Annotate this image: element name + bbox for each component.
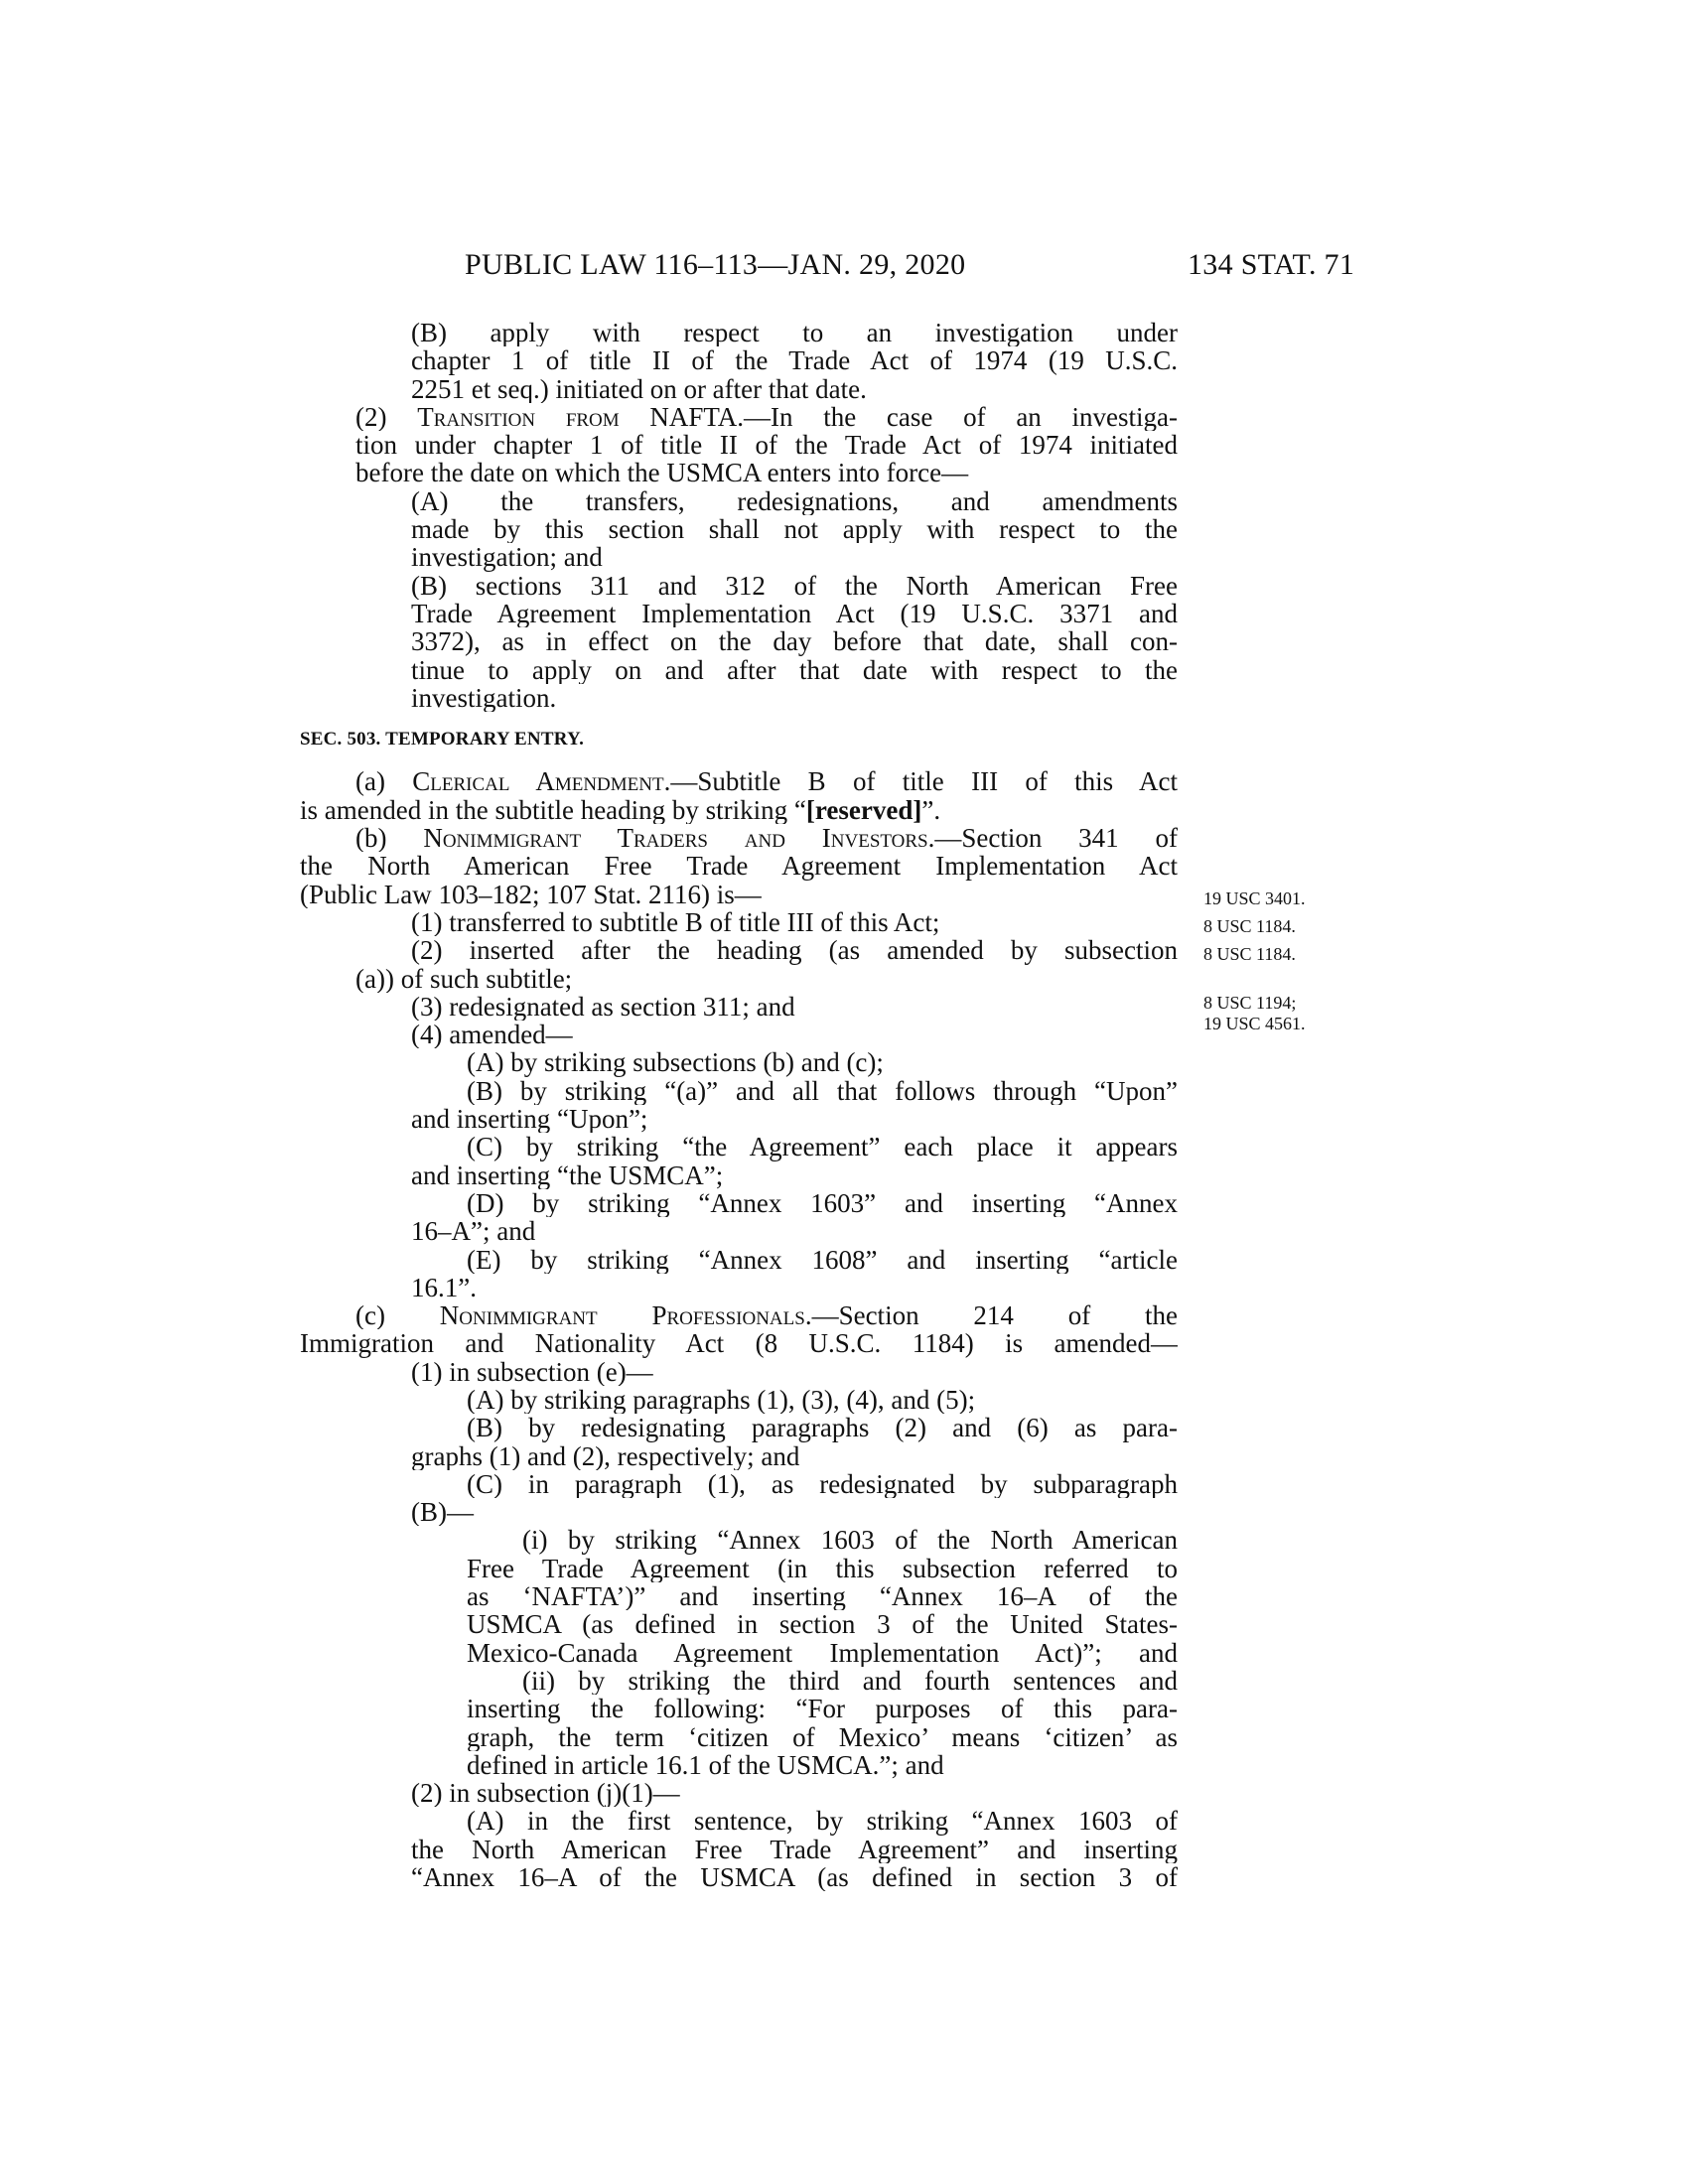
text-line: USMCA (as defined in section 3 of the United States-	[467, 1610, 1178, 1639]
text-line: (B) by striking “(a)” and all that follows through “Upon”	[467, 1076, 1178, 1106]
text-line: (A) by striking subsections (b) and (c);	[467, 1048, 884, 1077]
text-line: 3372), as in effect on the day before that date, shall con-	[411, 627, 1178, 656]
text-line: tinue to apply on and after that date with respect to the	[411, 655, 1178, 684]
text-line: (c) Nonimmigrant Professionals.—Section 214 of the	[355, 1301, 1178, 1330]
page-number: 134 STAT. 71	[1188, 248, 1355, 281]
text-line: (2) Transition from NAFTA.—In the case of an investiga-	[355, 402, 1178, 432]
text-line: (a) Clerical Amendment.—Subtitle B of title III of this Act	[355, 767, 1178, 796]
text-line: (1) in subsection (e)—	[411, 1357, 653, 1386]
margin-note: 19 USC 4561.	[1203, 1014, 1306, 1033]
text-line: graph, the term ‘citizen of Mexico’ means ‘citizen’ as	[467, 1722, 1178, 1751]
body-text	[300, 319, 1178, 1891]
text-line: Immigration and Nationality Act (8 U.S.C. 1184) is amended—	[300, 1329, 1178, 1358]
text-line: as ‘NAFTA’)” and inserting “Annex 16–A of the	[467, 1582, 1178, 1611]
text-line: investigation.	[411, 683, 557, 713]
text-line: Free Trade Agreement (in this subsection referred to	[467, 1554, 1178, 1583]
header-title: PUBLIC LAW 116–113—JAN. 29, 2020	[465, 248, 966, 281]
text-line: tion under chapter 1 of title II of the Trade Act of 1974 initiated	[355, 431, 1178, 460]
text-line: (Public Law 103–182; 107 Stat. 2116) is—	[300, 880, 762, 908]
text-line: (A) the transfers, redesignations, and amendments	[411, 486, 1178, 516]
text-line: (A) in the first sentence, by striking “Annex 1603 of	[467, 1807, 1178, 1836]
text-line: 2251 et seq.) initiated on or after that date.	[411, 374, 867, 403]
margin-note: 8 USC 1184.	[1203, 916, 1296, 936]
text-line: (B)—	[411, 1498, 474, 1527]
text-line: investigation; and	[411, 543, 603, 572]
paragraph-block-1	[300, 319, 1178, 712]
text-line: (E) by striking “Annex 1608” and inserting “article	[467, 1245, 1178, 1274]
text-line: (2) in subsection (j)(1)—	[411, 1779, 680, 1808]
text-line: and inserting “Upon”;	[411, 1105, 648, 1134]
text-line: made by this section shall not apply with respect to the	[411, 515, 1178, 544]
text-line: (1) transferred to subtitle B of title III of this Act;	[411, 907, 940, 937]
text-line: Mexico-Canada Agreement Implementation Act)”; and	[467, 1638, 1178, 1667]
text-line: (i) by striking “Annex 1603 of the North American	[522, 1526, 1178, 1555]
text-line: (C) by striking “the Agreement” each place it appears	[467, 1133, 1178, 1161]
text-line: before the date on which the USMCA enters into force—	[355, 459, 969, 487]
text-line: the North American Free Trade Agreement Implementation Act	[300, 852, 1178, 881]
text-line: 16.1”.	[411, 1273, 477, 1302]
text-line: is amended in the subtitle heading by striking “[reserved]”.	[300, 795, 941, 825]
text-line: (3) redesignated as section 311; and	[411, 992, 795, 1022]
text-line: (C) in paragraph (1), as redesignated by subparagraph	[467, 1469, 1178, 1499]
text-line: (4) amended—	[411, 1021, 573, 1049]
text-line: inserting the following: “For purposes of this para-	[467, 1695, 1178, 1723]
text-line: (A) by striking paragraphs (1), (3), (4), and (5);	[467, 1385, 976, 1415]
text-line: graphs (1) and (2), respectively; and	[411, 1441, 800, 1470]
margin-note: 8 USC 1194;	[1203, 993, 1297, 1013]
text-line: (2) inserted after the heading (as amended by subsection	[411, 936, 1178, 965]
section-heading: SEC. 503. TEMPORARY ENTRY.	[300, 729, 585, 751]
text-line: (B) sections 311 and 312 of the North American Free	[411, 571, 1178, 600]
text-line: (a)) of such subtitle;	[355, 964, 573, 993]
text-line: (B) apply with respect to an investigation under	[411, 319, 1178, 347]
text-line: (b) Nonimmigrant Traders and Investors.—Section 341 of	[355, 824, 1178, 853]
text-line: “Annex 16–A of the USMCA (as defined in section 3 of	[411, 1863, 1178, 1892]
text-line: the North American Free Trade Agreement” and inserting	[411, 1835, 1178, 1864]
margin-note: 8 USC 1184.	[1203, 944, 1296, 964]
paragraph-block-2	[300, 767, 1178, 1891]
text-line: (ii) by striking the third and fourth sentences and	[522, 1666, 1178, 1696]
text-line: defined in article 16.1 of the USMCA.”; and	[467, 1750, 944, 1780]
text-line: and inserting “the USMCA”;	[411, 1160, 724, 1189]
text-line: Trade Agreement Implementation Act (19 U.S.C. 3371 and	[411, 599, 1178, 628]
text-line: (B) by redesignating paragraphs (2) and (6) as para-	[467, 1414, 1178, 1442]
text-line: 16–A”; and	[411, 1217, 536, 1246]
text-line: chapter 1 of title II of the Trade Act of 1974 (19 U.S.C.	[411, 346, 1178, 375]
running-header	[0, 248, 1688, 288]
margin-note: 19 USC 3401.	[1203, 888, 1306, 908]
text-line: (D) by striking “Annex 1603” and inserting “Annex	[467, 1188, 1178, 1218]
